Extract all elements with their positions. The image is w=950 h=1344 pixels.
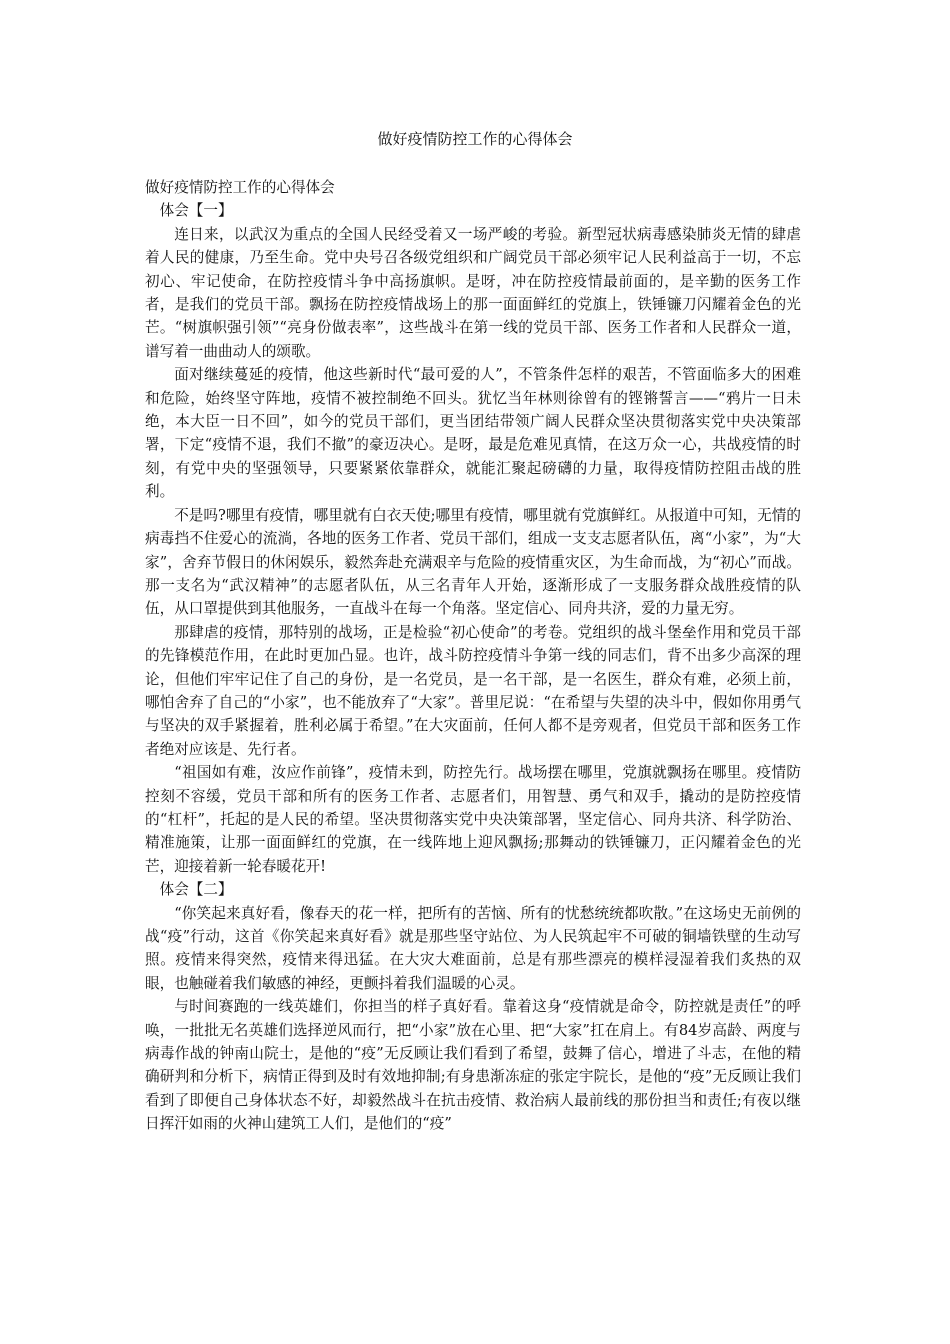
document-body <box>145 176 801 1136</box>
paragraph: “你笑起来真好看，像春天的花一样，把所有的苦恼、所有的忧愁统统都吹散。”在这场史无前例的战“疫”行动，这首《你笑起来真好看》就是那些坚守站位、为人民筑起牢不可破的铜墙铁壁的生动写照。疫情来得突然，疫情来得迅猛。在大灾大难面前，总是有那些漂亮的模样浸湿着我们炙热的双眼，也触碰着我们敏感的神经，更颤抖着我们温暖的心灵。 <box>145 904 801 992</box>
section-heading-1: 体会【一】 <box>159 202 233 220</box>
document-subtitle: 做好疫情防控工作的心得体会 <box>145 179 335 196</box>
document-title: 做好疫情防控工作的心得体会 <box>377 130 573 148</box>
paragraph: 与时间赛跑的一线英雄们，你担当的样子真好看。靠着这身“疫情就是命令，防控就是责任”的呼唤，一批批无名英雄们选择逆风而行，把“小家”放在心里、把“大家”扛在肩上。有84岁高龄、两度与病毒作战的钟南山院士，是他的“疫”无反顾让我们看到了希望，鼓舞了信心，增进了斗志，在他的精确研判和分析下，病情正得到及时有效地抑制;有身患渐冻症的张定宇院长，是他的“疫”无反顾让我们看到了即便自己身体状态不好，却毅然战斗在抗击疫情、救治病人最前线的那份担当和责任;有夜以继日挥汗如雨的火神山建筑工人们，是他们的“疫” <box>145 998 801 1133</box>
paragraph: 面对继续蔓延的疫情，他这些新时代“最可爱的人”，不管条件怎样的艰苦，不管面临多大的困难和危险，始终坚守阵地，疫情不被控制绝不回头。犹忆当年林则徐曾有的铿锵誓言——“鸦片一日未绝，本大臣一日不回”，如今的党员干部们，更当团结带领广阔人民群众坚决贯彻落实党中央决策部署，下定“疫情不退，我们不撤”的豪迈决心。是呀，最是危难见真情，在这万众一心，共战疫情的时刻，有党中央的坚强领导，只要紧紧依靠群众，就能汇聚起磅礴的力量，取得疫情防控阻击战的胜利。 <box>145 366 801 501</box>
paragraph: 那肆虐的疫情，那特别的战场，正是检验“初心使命”的考卷。党组织的战斗堡垒作用和党员干部的先锋模范作用，在此时更加凸显。也许，战斗防控疫情斗争第一线的同志们，背不出多少高深的理论，但他们牢牢记住了自己的身份，是一名党员，是一名干部，是一名医生，群众有难，必须上前，哪怕舍弃了自己的“小家”，也不能放弃了“大家”。普里尼说：“在希望与失望的决斗中，假如你用勇气与坚决的双手紧握着，胜利必属于希望。”在大灾面前，任何人都不是旁观者，但党员干部和医务工作者绝对应该是、先行者。 <box>145 623 801 758</box>
paragraph: “祖国如有难，汝应作前锋”，疫情未到，防控先行。战场摆在哪里，党旗就飘扬在哪里。疫情防控刻不容缓，党员干部和所有的医务工作者、志愿者们，用智慧、勇气和双手，撬动的是防控疫情的“杠杆”，托起的是人民的希望。坚决贯彻落实党中央决策部署，坚定信心、同舟共济、科学防治、精准施策，让那一面面鲜红的党旗，在一线阵地上迎风飘扬;那舞动的铁锤镰刀，正闪耀着金色的光芒，迎接着新一轮春暖花开! <box>145 764 801 875</box>
paragraph: 连日来，以武汉为重点的全国人民经受着又一场严峻的考验。新型冠状病毒感染肺炎无情的肆虐着人民的健康，乃至生命。党中央号召各级党组织和广阔党员干部必须牢记人民利益高于一切，不忘初心、牢记使命，在防控疫情斗争中高扬旗帜。是呀，冲在防控疫情最前面的，是辛勤的医务工作者，是我们的党员干部。飘扬在防控疫情战场上的那一面面鲜红的党旗上，铁锤镰刀闪耀着金色的光芒。“树旗帜强引领”“亮身份做表率”，这些战斗在第一线的党员干部、医务工作者和人民群众一道，谱写着一曲曲动人的颂歌。 <box>145 225 801 360</box>
paragraph: 不是吗?哪里有疫情，哪里就有白衣天使;哪里有疫情，哪里就有党旗鲜红。从报道中可知，无情的病毒挡不住爱心的流淌，各地的医务工作者、党员干部们，组成一支支志愿者队伍，离“小家”，为“大家”，舍弃节假日的休闲娱乐，毅然奔赴充满艰辛与危险的疫情重灾区，为生命而战，为“初心”而战。那一支名为“武汉精神”的志愿者队伍，从三名青年人开始，逐渐形成了一支服务群众战胜疫情的队伍，从口罩提供到其他服务，一直战斗在每一个角落。坚定信心、同舟共济，爱的力量无穷。 <box>145 506 801 618</box>
section-heading-2: 体会【二】 <box>159 881 233 899</box>
